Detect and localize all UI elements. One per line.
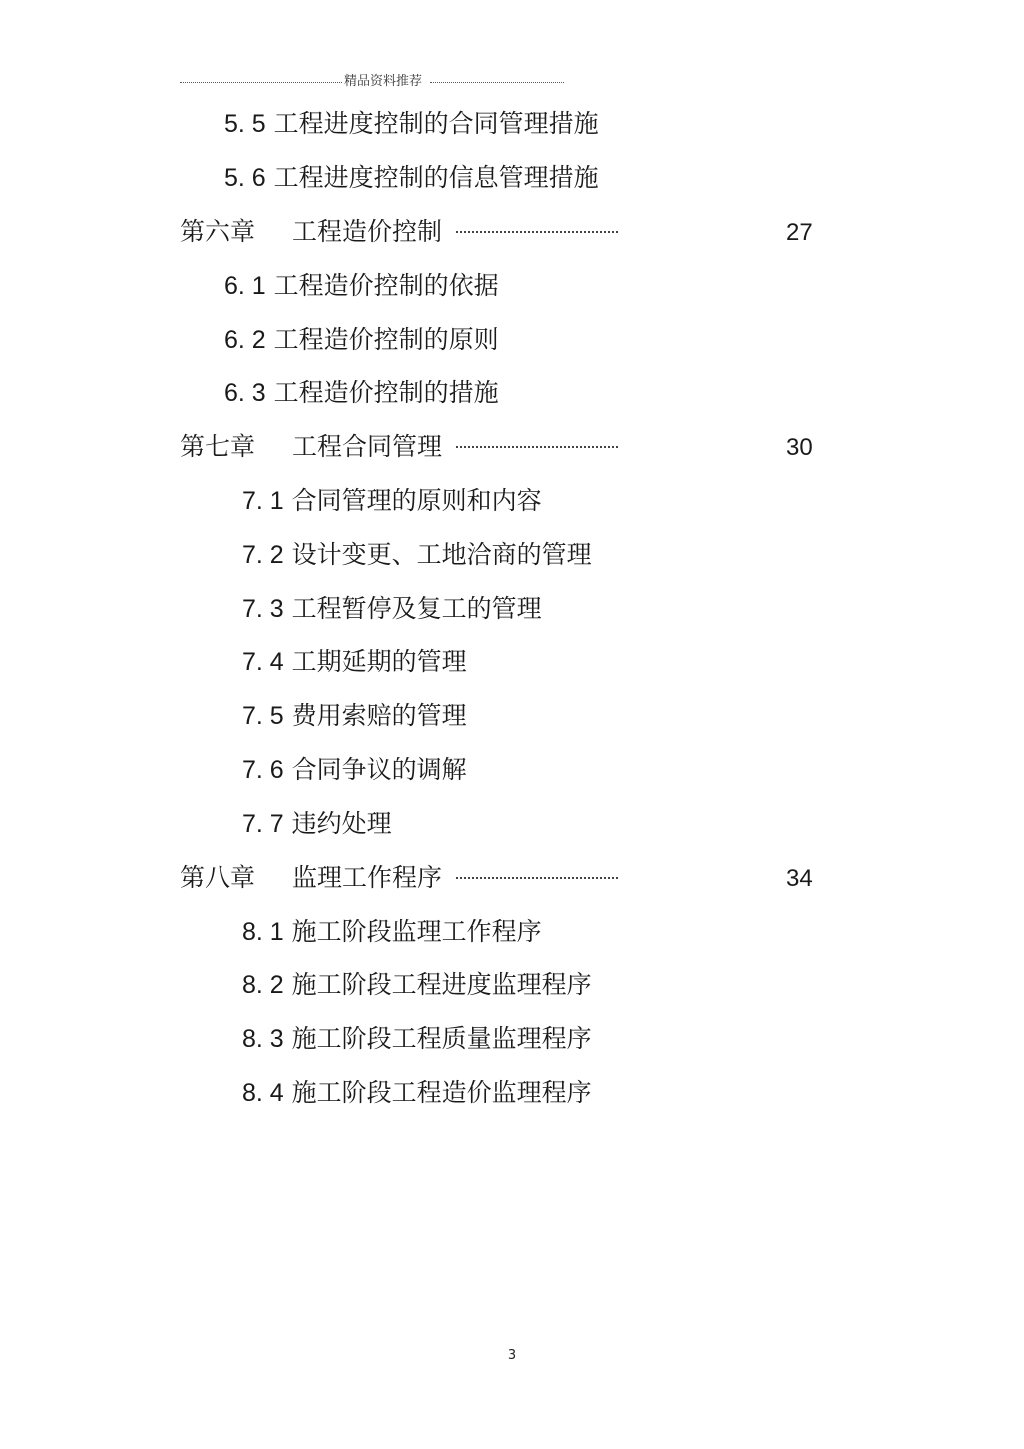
toc-leader-dots xyxy=(456,231,618,233)
toc-section-title: 设计变更、工地洽商的管理 xyxy=(291,540,592,569)
toc-section-title: 工程造价控制的原则 xyxy=(273,325,499,354)
toc-page-number: 27 xyxy=(786,219,813,246)
toc-chapter-title: 工程合同管理 xyxy=(292,432,443,461)
toc-chapter-number: 第八章 xyxy=(180,863,256,892)
toc-section-number: 8. 2 xyxy=(242,971,284,999)
toc-chapter-7[interactable] xyxy=(180,431,442,463)
toc-chapter-number: 第六章 xyxy=(180,217,256,246)
toc-section-number: 6. 3 xyxy=(224,379,266,407)
toc-chapter-6[interactable] xyxy=(180,216,442,248)
toc-section-title: 工程进度控制的合同管理措施 xyxy=(273,109,599,138)
toc-section-title: 工程进度控制的信息管理措施 xyxy=(273,163,599,192)
toc-entry-7-6[interactable] xyxy=(242,754,467,786)
toc-section-number: 7. 3 xyxy=(242,595,284,623)
toc-entry-7-1[interactable] xyxy=(242,485,542,517)
toc-entry-7-3[interactable] xyxy=(242,593,542,625)
toc-chapter-8[interactable] xyxy=(180,862,442,894)
toc-section-title: 施工阶段工程造价监理程序 xyxy=(291,1078,592,1107)
toc-entry-7-2[interactable] xyxy=(242,539,592,571)
toc-section-number: 7. 2 xyxy=(242,541,284,569)
toc-section-title: 施工阶段监理工作程序 xyxy=(291,917,542,946)
toc-entry-6-1[interactable] xyxy=(224,270,499,302)
toc-section-number: 7. 4 xyxy=(242,648,284,676)
toc-section-number: 8. 1 xyxy=(242,918,284,946)
toc-entry-8-2[interactable] xyxy=(242,969,592,1001)
toc-leader-dots xyxy=(456,877,618,879)
toc-section-title: 费用索赔的管理 xyxy=(291,701,467,730)
toc-entry-7-5[interactable] xyxy=(242,700,467,732)
toc-section-title: 工期延期的管理 xyxy=(291,647,467,676)
toc-section-title: 合同争议的调解 xyxy=(291,755,467,784)
toc-entry-6-3[interactable] xyxy=(224,377,499,409)
toc-entry-7-4[interactable] xyxy=(242,646,467,678)
header-rule-left xyxy=(180,82,342,83)
toc-section-number: 7. 5 xyxy=(242,702,284,730)
toc-section-number: 5. 6 xyxy=(224,164,266,192)
toc-section-title: 施工阶段工程质量监理程序 xyxy=(291,1024,592,1053)
toc-page-number: 34 xyxy=(786,865,813,892)
toc-page-number: 30 xyxy=(786,434,813,461)
header-text: 精品资料推荐 xyxy=(344,74,423,89)
toc-section-number: 8. 4 xyxy=(242,1079,284,1107)
toc-entry-8-3[interactable] xyxy=(242,1023,592,1055)
toc-entry-5-6[interactable] xyxy=(224,162,599,194)
toc-section-number: 6. 2 xyxy=(224,326,266,354)
toc-section-title: 施工阶段工程进度监理程序 xyxy=(291,970,592,999)
page-number-footer: 3 xyxy=(507,1348,517,1363)
toc-entry-6-2[interactable] xyxy=(224,324,499,356)
toc-section-title: 工程造价控制的依据 xyxy=(273,271,499,300)
toc-leader-dots xyxy=(456,446,618,448)
toc-section-title: 违约处理 xyxy=(291,809,392,838)
page-header xyxy=(180,72,564,92)
toc-entry-8-4[interactable] xyxy=(242,1077,592,1109)
header-rule-right xyxy=(430,82,564,83)
toc-entry-5-5[interactable] xyxy=(224,108,599,140)
toc-chapter-number: 第七章 xyxy=(180,432,256,461)
toc-section-number: 8. 3 xyxy=(242,1025,284,1053)
toc-section-number: 7. 6 xyxy=(242,756,284,784)
toc-section-number: 6. 1 xyxy=(224,272,266,300)
toc-chapter-title: 监理工作程序 xyxy=(292,863,443,892)
toc-section-title: 合同管理的原则和内容 xyxy=(291,486,542,515)
toc-entry-7-7[interactable] xyxy=(242,808,392,840)
toc-section-title: 工程造价控制的措施 xyxy=(273,378,499,407)
toc-entry-8-1[interactable] xyxy=(242,916,542,948)
toc-section-number: 7. 1 xyxy=(242,487,284,515)
toc-section-title: 工程暂停及复工的管理 xyxy=(291,594,542,623)
toc-chapter-title: 工程造价控制 xyxy=(292,217,443,246)
toc-section-number: 7. 7 xyxy=(242,810,284,838)
toc-section-number: 5. 5 xyxy=(224,110,266,138)
